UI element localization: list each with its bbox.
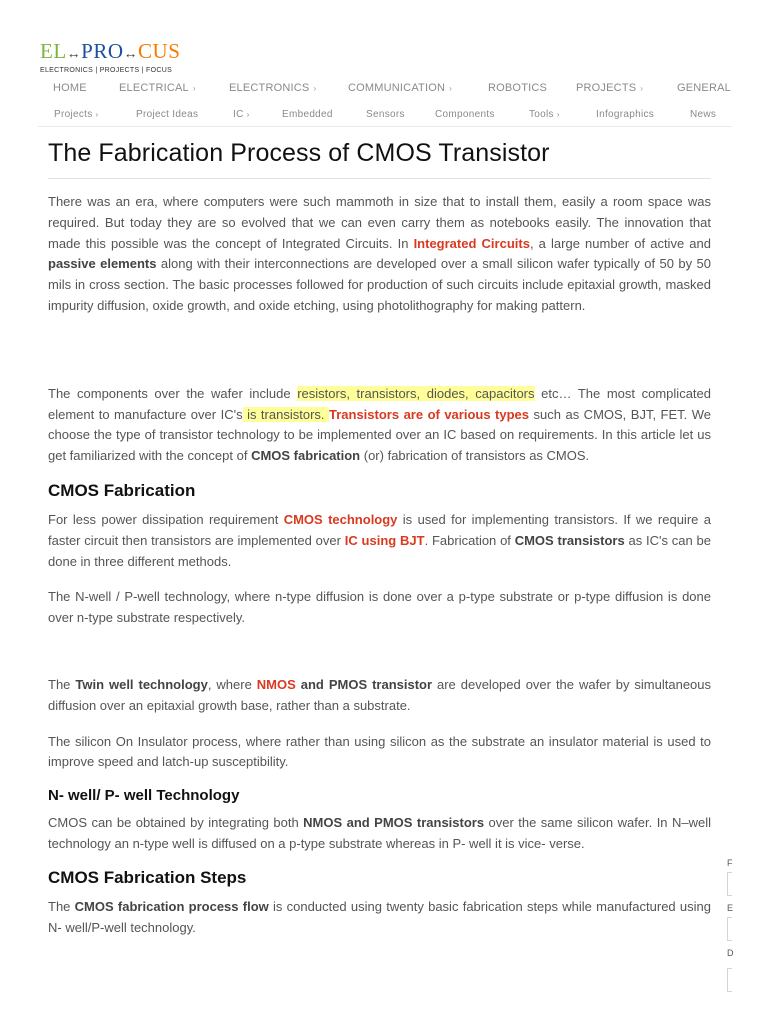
subnav-item-projects[interactable]: Projects ›	[54, 109, 99, 120]
nwell-pwell-method-paragraph: The N-well / P-well technology, where n-type diffusion is done over a p-type substrate or p-type diffusion is done over n-type substrate respectively.	[48, 589, 711, 626]
sidebar-form-label: E	[727, 903, 734, 913]
caret-right-icon: ›	[449, 84, 452, 93]
fabrication-steps-paragraph: The CMOS fabrication process flow is conducted using twenty basic fabrication steps while manufactured using N- well/P-well technology.	[48, 898, 711, 935]
heading-nwell-pwell: N- well/ P- well Technology	[48, 787, 240, 805]
caret-right-icon: ›	[95, 110, 99, 119]
bold-passive-elements: passive elements	[48, 256, 157, 272]
nav-item-communication[interactable]: COMMUNICATION ›	[348, 82, 452, 94]
caret-right-icon: ›	[246, 110, 250, 119]
nav-item-robotics[interactable]: ROBOTICS	[488, 82, 548, 94]
sidebar-form-input[interactable]	[727, 872, 732, 896]
article-body	[48, 136, 711, 938]
logo-text-pro: PRO	[81, 39, 124, 63]
cmos-fabrication-paragraph: For less power dissipation requirement CMOS technology is used for implementing transistors. If we require a faster circuit then transistors are implemented over IC using BJT. Fabrication of CMOS transistors as IC's can be done in three different methods.	[48, 511, 711, 569]
highlight-is-transistors: is transistors.	[242, 406, 329, 422]
logo-text-el: EL	[40, 39, 67, 63]
link-transistor-types[interactable]: Transistors are of various types	[329, 406, 530, 422]
subnav-item-embedded[interactable]: Embedded	[282, 109, 333, 120]
subnav-item-project-ideas[interactable]: Project Ideas	[136, 109, 199, 120]
caret-right-icon: ›	[556, 110, 560, 119]
page-title: The Fabrication Process of CMOS Transistor	[48, 136, 711, 179]
link-nmos[interactable]: NMOS	[256, 676, 296, 692]
logo-text-cus: CUS	[138, 39, 181, 63]
nav-item-general[interactable]: GENERAL	[677, 82, 731, 94]
link-integrated-circuits[interactable]: Integrated Circuits	[413, 235, 530, 251]
soi-paragraph: The silicon On Insulator process, where rather than using silicon as the substrate an insulator material is used to improve speed and latch-up susceptibility.	[48, 733, 711, 770]
link-cmos-technology[interactable]: CMOS technology	[283, 511, 398, 527]
bold-cmos-fabrication: CMOS fabrication	[251, 448, 361, 464]
site-logo[interactable]	[40, 40, 180, 74]
sidebar-form-input[interactable]	[727, 917, 732, 941]
subnav-item-sensors[interactable]: Sensors	[366, 109, 405, 120]
heading-fabrication-steps: CMOS Fabrication Steps	[48, 867, 247, 887]
nav-item-electrical[interactable]: ELECTRICAL ›	[119, 82, 196, 94]
bold-cmos-transistors: CMOS transistors	[514, 532, 625, 548]
nav-item-projects[interactable]: PROJECTS ›	[576, 82, 644, 94]
subnav-item-news[interactable]: News	[690, 109, 717, 120]
sidebar-form-label: D	[727, 948, 734, 958]
nav-item-electronics[interactable]: ELECTRONICS ›	[229, 82, 317, 94]
intro-paragraph: There was an era, where computers were such mammoth in size that to install them, easily a room space was required. But today they are so evolved that we can even carry them as notebooks easily. The innovation that made this possible was the concept of Integrated Circuits. In Integrated Circuits, a large number of active and passive elements along with their interconnections are developed over a small silicon wafer typically of 50 by 50 mils in cross section. The basic processes followed for production of such circuits include epitaxial growth, masked impurity diffusion, oxide growth, and oxide etching, using photolithography for making pattern.	[48, 194, 711, 313]
heading-cmos-fabrication: CMOS Fabrication	[48, 480, 196, 500]
highlight-components: resistors, transistors, diodes, capacitors	[297, 385, 535, 401]
caret-right-icon: ›	[192, 84, 196, 93]
secondary-nav	[38, 100, 732, 127]
logo-arrow-icon: ↔	[66, 47, 82, 62]
link-ic-using-bjt[interactable]: IC using BJT	[344, 532, 425, 548]
sidebar-form-input[interactable]	[727, 968, 732, 992]
primary-nav	[0, 76, 768, 100]
subnav-item-components[interactable]: Components	[435, 109, 495, 120]
nav-item-home[interactable]: HOME	[53, 82, 87, 94]
caret-right-icon: ›	[313, 84, 317, 93]
subnav-item-infographics[interactable]: Infographics	[596, 109, 655, 120]
bold-nmos-pmos: NMOS and PMOS transistors	[303, 815, 485, 831]
logo-tagline: ELECTRONICS | PROJECTS | FOCUS	[40, 67, 173, 74]
components-paragraph: The components over the wafer include resistors, transistors, diodes, capacitors etc… The most complicated element to manufacture over IC's is transistors. Transistors are of various types such as CMOS, BJT, FET. We choose the type of transistor technology to be implemented over an IC based on requirements. In this article let us get familiarized with the concept of CMOS fabrication (or) fabrication of transistors as CMOS.	[48, 385, 712, 464]
bold-twin-well: Twin well technology	[75, 676, 208, 692]
bold-pmos-transistor: and PMOS transistor	[295, 676, 433, 692]
nwell-paragraph: CMOS can be obtained by integrating both NMOS and PMOS transistors over the same silicon wafer. In N–well technology an n-type well is diffused on a p-type substrate whereas in P- well it is vice- verse.	[48, 815, 711, 851]
subnav-item-tools[interactable]: Tools ›	[529, 109, 560, 120]
logo-arrow-icon: ↔	[123, 47, 139, 62]
subnav-item-ic[interactable]: IC ›	[233, 109, 250, 120]
sidebar-form-label: F	[727, 858, 733, 868]
twin-well-paragraph: The Twin well technology, where NMOS and PMOS transistor are developed over the wafer by simultaneous diffusion over an epitaxial growth base, rather than a substrate.	[48, 676, 712, 713]
caret-right-icon: ›	[640, 84, 644, 93]
bold-process-flow: CMOS fabrication process flow	[74, 898, 269, 914]
